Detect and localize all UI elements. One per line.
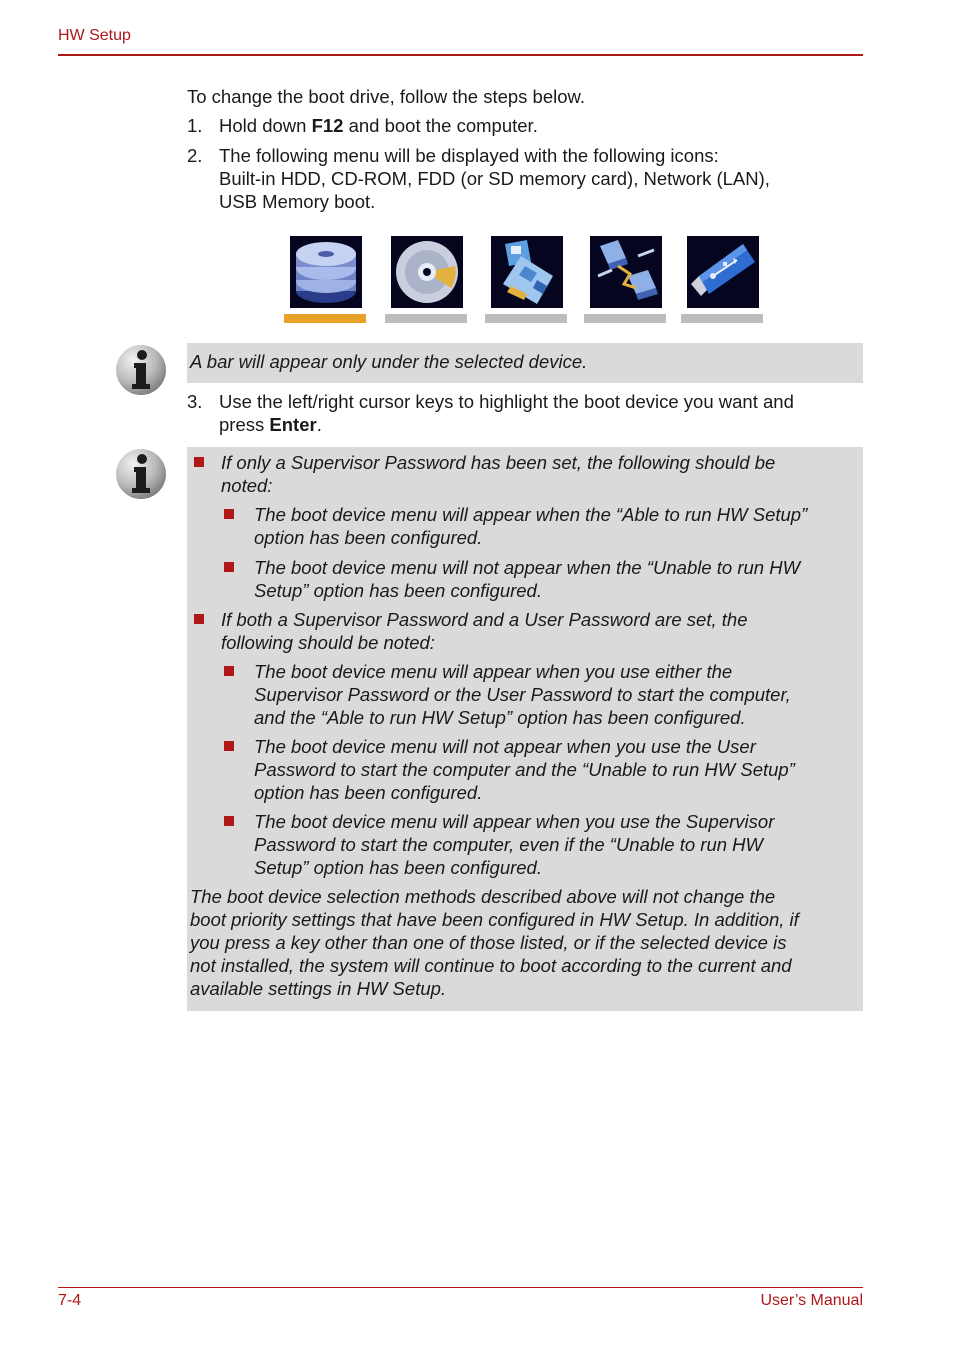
manual-title: User’s Manual [760,1292,863,1309]
selection-bar [385,314,467,323]
selection-bar [485,314,567,323]
sub-bullet-marker [224,509,234,519]
network-lan-icon [590,236,662,308]
hdd-icon [290,236,362,308]
boot-device-icon-row [284,234,764,326]
fdd-sd-card-icon [491,236,563,308]
info-icon [115,344,167,396]
sub-bullet-marker [224,816,234,826]
note-closing-paragraph: The boot device selection methods described above will not change the boot priority settings that have been configured in HW Setup. In addition, if you press a key other than one of those listed, or if the selected device is not installed, the system will continue to boot according to the current and available settings in HW Setup. [190,886,799,999]
step-text: The following menu will be displayed with the following icons: Built-in HDD, CD-ROM, FDD (or SD memory card), Network (LAN), USB Memory boot. [219,145,770,212]
step-number: 2. [187,145,203,166]
step-number: 3. [187,391,203,412]
selection-bar [681,314,763,323]
step-text: Use the left/right cursor keys to highlight the boot device you want and press Enter. [219,391,794,435]
info-icon [115,448,167,500]
sub-bullet-marker [224,741,234,751]
header-rule [58,54,863,56]
sub-bullet-marker [224,562,234,572]
note-box [187,343,863,383]
note-sub-bullet-text: The boot device menu will appear when you use either the Supervisor Password or the User Password to start the computer, and the “Able to run HW Setup” option has been configured. [254,661,791,728]
bullet-marker [194,614,204,624]
page-number: 7-4 [58,1292,82,1309]
note-box [187,447,863,1011]
step-number: 1. [187,115,203,136]
selection-bar [584,314,666,323]
note-sub-bullet-text: The boot device menu will not appear when you use the User Password to start the computer and the “Unable to run HW Setup” option has been configured. [254,736,795,803]
note-text: A bar will appear only under the selected device. [190,351,588,372]
selection-bar [284,314,366,323]
note-sub-bullet-text: The boot device menu will appear when the “Able to run HW Setup” option has been configured. [254,504,808,548]
bullet-marker [194,457,204,467]
note-sub-bullet-text: The boot device menu will appear when you use the Supervisor Password to start the computer, even if the “Unable to run HW Setup” option has been configured. [254,811,775,878]
note-bullet-text: If only a Supervisor Password has been set, the following should be noted: [221,452,776,496]
page-header-title: HW Setup [58,27,131,44]
intro-text: To change the boot drive, follow the steps below. [187,86,586,107]
cd-rom-icon [391,236,463,308]
footer-rule [58,1287,863,1288]
note-sub-bullet-text: The boot device menu will not appear when the “Unable to run HW Setup” option has been configured. [254,557,801,601]
sub-bullet-marker [224,666,234,676]
usb-memory-icon [687,236,759,308]
step-text: Hold down F12 and boot the computer. [219,115,538,136]
note-bullet-text: If both a Supervisor Password and a User Password are set, the following should be noted: [221,609,748,653]
